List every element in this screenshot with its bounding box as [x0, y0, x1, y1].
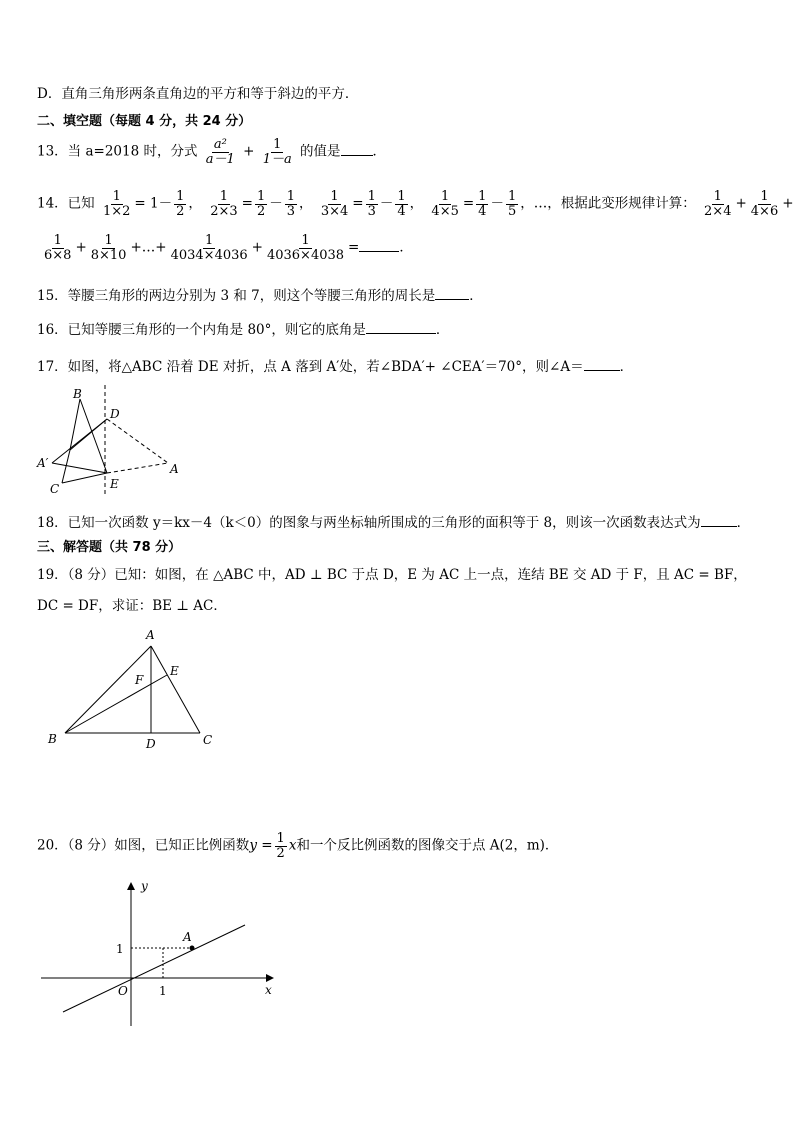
figure-20: [38, 878, 288, 1033]
figure-19: [45, 630, 225, 750]
question-19-line-2: DC = DF，求证：BE ⊥ AC．: [37, 598, 227, 614]
label-d: D: [146, 737, 156, 750]
label-c: C: [203, 733, 213, 747]
question-18: 18．已知一次函数 y＝kx－4（k＜0）的图象与两坐标轴所围成的三角形的面积等于 8，则该一次函数表达式为 ．: [37, 515, 751, 531]
label-b: B: [48, 732, 57, 746]
question-20: 20．（8 分）如图，已知正比例函数y = $\frac{1}{2}$ x和一个反比例函数的图像交于点 A(2，m)．: [37, 831, 559, 861]
q14-answer-blank[interactable]: [359, 239, 399, 252]
label-one-x: 1: [159, 984, 167, 998]
label-f: F: [135, 673, 144, 687]
label-b: B: [73, 387, 82, 401]
label-e: E: [110, 477, 119, 491]
q15-answer-blank[interactable]: [435, 287, 469, 300]
label-d: D: [110, 407, 120, 421]
question-17: 17．如图，将△ABC 沿着 DE 对折，点 A 落到 A′处，若∠BDA′+ ∠CEA′＝70°，则∠A＝ ．: [37, 359, 634, 375]
q13-fraction-1: $\frac{\text{a²}}{a-1}$: [205, 137, 235, 167]
option-d: D．直角三角形两条直角边的平方和等于斜边的平方．: [37, 86, 359, 102]
section-solve-title: 三、解答题（共 78 分）: [37, 540, 182, 555]
label-x: x: [265, 983, 272, 997]
label-a: A: [170, 462, 179, 476]
label-a: A: [183, 930, 192, 944]
label-e: E: [170, 664, 179, 678]
label-a: A: [146, 630, 155, 642]
section-fill-title: 二、填空题（每题 4 分，共 24 分）: [37, 114, 252, 129]
figure-17: [35, 385, 185, 497]
question-14-line-1: 14．已知 $\frac{1}{1\times 2}$ = 1－ $\frac{1}{2}$ ， $\frac{1}{2\times 3}$ = $\frac{1}{2}$ － $\frac{1}{3}$ ， $\frac{1}{3\times 4}$ = $\frac{1}{3}$ － $\frac{1}{4}$ ， $\frac{1}{4\times 5}$ = $\frac{1}{4}$ － $\frac{1}{5}$ ，…，根据此变形规律计算： $\frac{1}{2\times 4}$ + $\frac{1}{4\times 6}$ +: [37, 189, 794, 219]
q17-answer-blank[interactable]: [584, 358, 620, 371]
q13-prefix: 13．当 a=2018 时，分式: [37, 143, 198, 160]
question-19-line-1: 19．（8 分）已知：如图，在 △ABC 中，AD ⊥ BC 于点 D，E 为 AC 上一点，连结 BE 交 AD 于 F，且 AC = BF，: [37, 567, 747, 583]
q16-answer-blank[interactable]: [366, 321, 436, 334]
label-y: y: [141, 879, 148, 893]
q13-fraction-2: $\frac{1}{1-a}$: [262, 137, 292, 167]
q13-answer-blank[interactable]: [341, 143, 373, 156]
question-16: 16．已知等腰三角形的一个内角是 80°，则它的底角是 ．: [37, 322, 450, 338]
label-o: O: [118, 984, 128, 998]
label-a-prime: A′: [37, 456, 49, 470]
question-15: 15．等腰三角形的两边分别为 3 和 7，则这个等腰三角形的周长是 ．: [37, 288, 483, 304]
label-one-y: 1: [116, 942, 124, 956]
question-13: 13．当 a=2018 时，分式 $\frac{\text{a²}}{a-1}$ + $\frac{1}{1-a}$ 的值是 ．: [37, 137, 387, 167]
label-c: C: [50, 482, 60, 496]
question-14-line-2: $\frac{1}{6\times 8}$ + $\frac{1}{8\times 10}$ +…+ $\frac{1}{4034\times 4036}$ + $\frac{1}{4036\times 4038}$ = ．: [44, 233, 413, 263]
q18-answer-blank[interactable]: [701, 514, 737, 527]
